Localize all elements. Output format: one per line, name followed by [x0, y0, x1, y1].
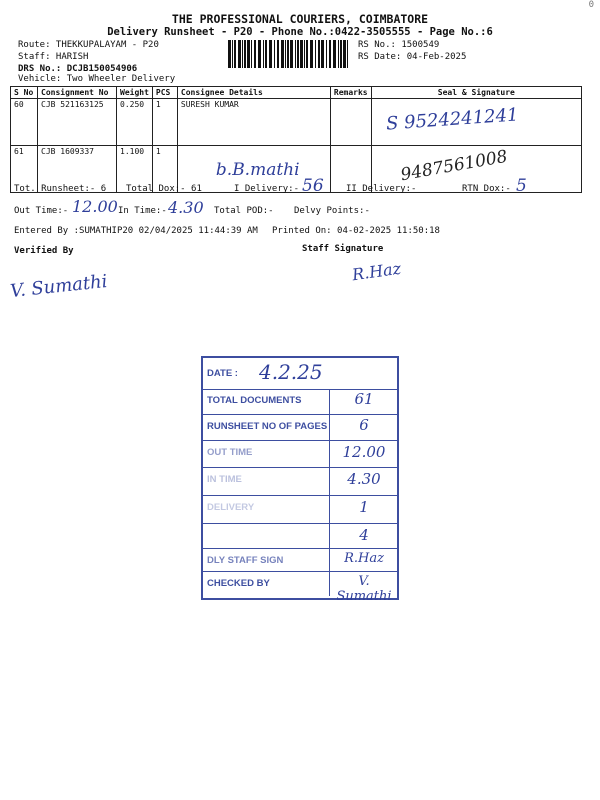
handwritten-signature-2: 9487561008 — [398, 146, 509, 186]
delvy-points-label: Delvy Points:- — [294, 206, 370, 216]
staff-signature-label: Staff Signature — [302, 244, 384, 254]
cell-sno: 60 — [11, 99, 38, 146]
col-seal: Seal & Signature — [371, 87, 581, 99]
printed-on: Printed On: 04-02-2025 11:50:18 — [272, 226, 440, 236]
runsheet-table — [10, 86, 582, 193]
cell-remarks — [330, 99, 371, 146]
cell-consignment: CJB 521163125 — [38, 99, 117, 146]
verified-signature: V. Sumathi — [9, 270, 109, 303]
stamp-row — [203, 389, 397, 415]
entered-by: Entered By :SUMATHIP20 02/04/2025 11:44:39 AM — [14, 226, 258, 236]
i-delivery-label: I Delivery:- — [234, 184, 300, 194]
stamp-value: R.Haz — [344, 551, 384, 566]
stamp-row — [203, 441, 397, 468]
vehicle-label: Vehicle: Two Wheeler Delivery — [18, 74, 176, 84]
drs-number: DRS No.: DCJB150054906 — [18, 64, 138, 74]
total-dox: Total Dox:- 61 — [126, 184, 202, 194]
stamp-label: RUNSHEET NO OF PAGES — [207, 421, 328, 432]
rs-number: RS No.: 1500549 — [358, 40, 440, 50]
stamp-value: V. Sumathi — [336, 574, 392, 604]
out-time-label: Out Time:- — [14, 206, 69, 216]
office-stamp — [201, 356, 399, 604]
rs-date: RS Date: 04-Feb-2025 — [358, 52, 467, 62]
in-time-value: 4.30 — [168, 198, 204, 217]
rtn-dox-label: RTN Dox:- — [462, 184, 511, 194]
route-label: Route: THEKKUPALAYAM - P20 — [18, 40, 159, 50]
stamp-label: OUT TIME — [207, 447, 253, 458]
staff-handwritten-signature: R.Haz — [350, 258, 403, 285]
cell-consignee: SURESH KUMAR — [177, 99, 330, 146]
runsheet-subtitle: Delivery Runsheet - P20 - Phone No.:0422-3505555 - Page No.:6 — [107, 26, 493, 38]
stamp-row — [203, 468, 397, 496]
cell-sno: 61 — [11, 146, 38, 193]
stamp-label: IN TIME — [207, 474, 242, 485]
stamp-row — [203, 549, 397, 572]
i-delivery-value: 56 — [302, 176, 324, 196]
rtn-dox-value: 5 — [516, 176, 527, 196]
handwritten-consignee: b.B.mathi — [215, 160, 300, 180]
stamp-label: DLY STAFF SIGN — [207, 555, 284, 566]
stamp-row — [203, 415, 397, 441]
in-time-label: In Time:- — [118, 206, 167, 216]
table-row — [11, 99, 582, 146]
cell-weight: 0.250 — [117, 99, 153, 146]
stamp-date-label: DATE : — [207, 368, 238, 379]
stamp-date-value: 4.2.25 — [259, 360, 323, 384]
cell-pcs: 1 — [152, 99, 177, 146]
cell-weight: 1.100 — [117, 146, 153, 193]
stamp-value: 1 — [359, 498, 369, 516]
barcode — [228, 40, 350, 68]
stamp-label: DELIVERY — [207, 502, 255, 513]
stamp-value: 4.30 — [347, 470, 381, 488]
table-header-row — [11, 87, 582, 99]
stamp-row — [203, 496, 397, 524]
stamp-row — [203, 572, 397, 604]
company-title: THE PROFESSIONAL COURIERS, COIMBATORE — [171, 12, 429, 26]
tot-runsheet: Tot. Runsheet:- 6 — [14, 184, 107, 194]
col-remarks: Remarks — [330, 87, 371, 99]
ii-delivery-label: II Delivery:- — [346, 184, 417, 194]
stamp-row — [203, 524, 397, 549]
stamp-value: 61 — [354, 390, 374, 408]
corner-mark: 0 — [588, 0, 594, 10]
cell-pcs: 1 — [152, 146, 177, 193]
stamp-value: 6 — [359, 416, 369, 434]
total-pod-label: Total POD:- — [214, 206, 274, 216]
col-consignment: Consignment No — [38, 87, 117, 99]
col-pcs: PCS — [152, 87, 177, 99]
stamp-value: 12.00 — [342, 443, 386, 461]
stamp-label: TOTAL DOCUMENTS — [207, 395, 302, 406]
stamp-date-row — [203, 358, 397, 390]
handwritten-signature-1: S 9524241241 — [385, 104, 519, 135]
verified-by-label: Verified By — [14, 246, 74, 256]
cell-seal — [371, 99, 581, 146]
out-time-value: 12.00 — [72, 197, 118, 216]
col-sno: S No — [11, 87, 38, 99]
stamp-label: CHECKED BY — [207, 578, 270, 589]
col-weight: Weight — [117, 87, 153, 99]
col-consignee: Consignee Details — [177, 87, 330, 99]
cell-consignment: CJB 1609337 — [38, 146, 117, 193]
stamp-value: 4 — [359, 526, 369, 544]
staff-label: Staff: HARISH — [18, 52, 89, 62]
